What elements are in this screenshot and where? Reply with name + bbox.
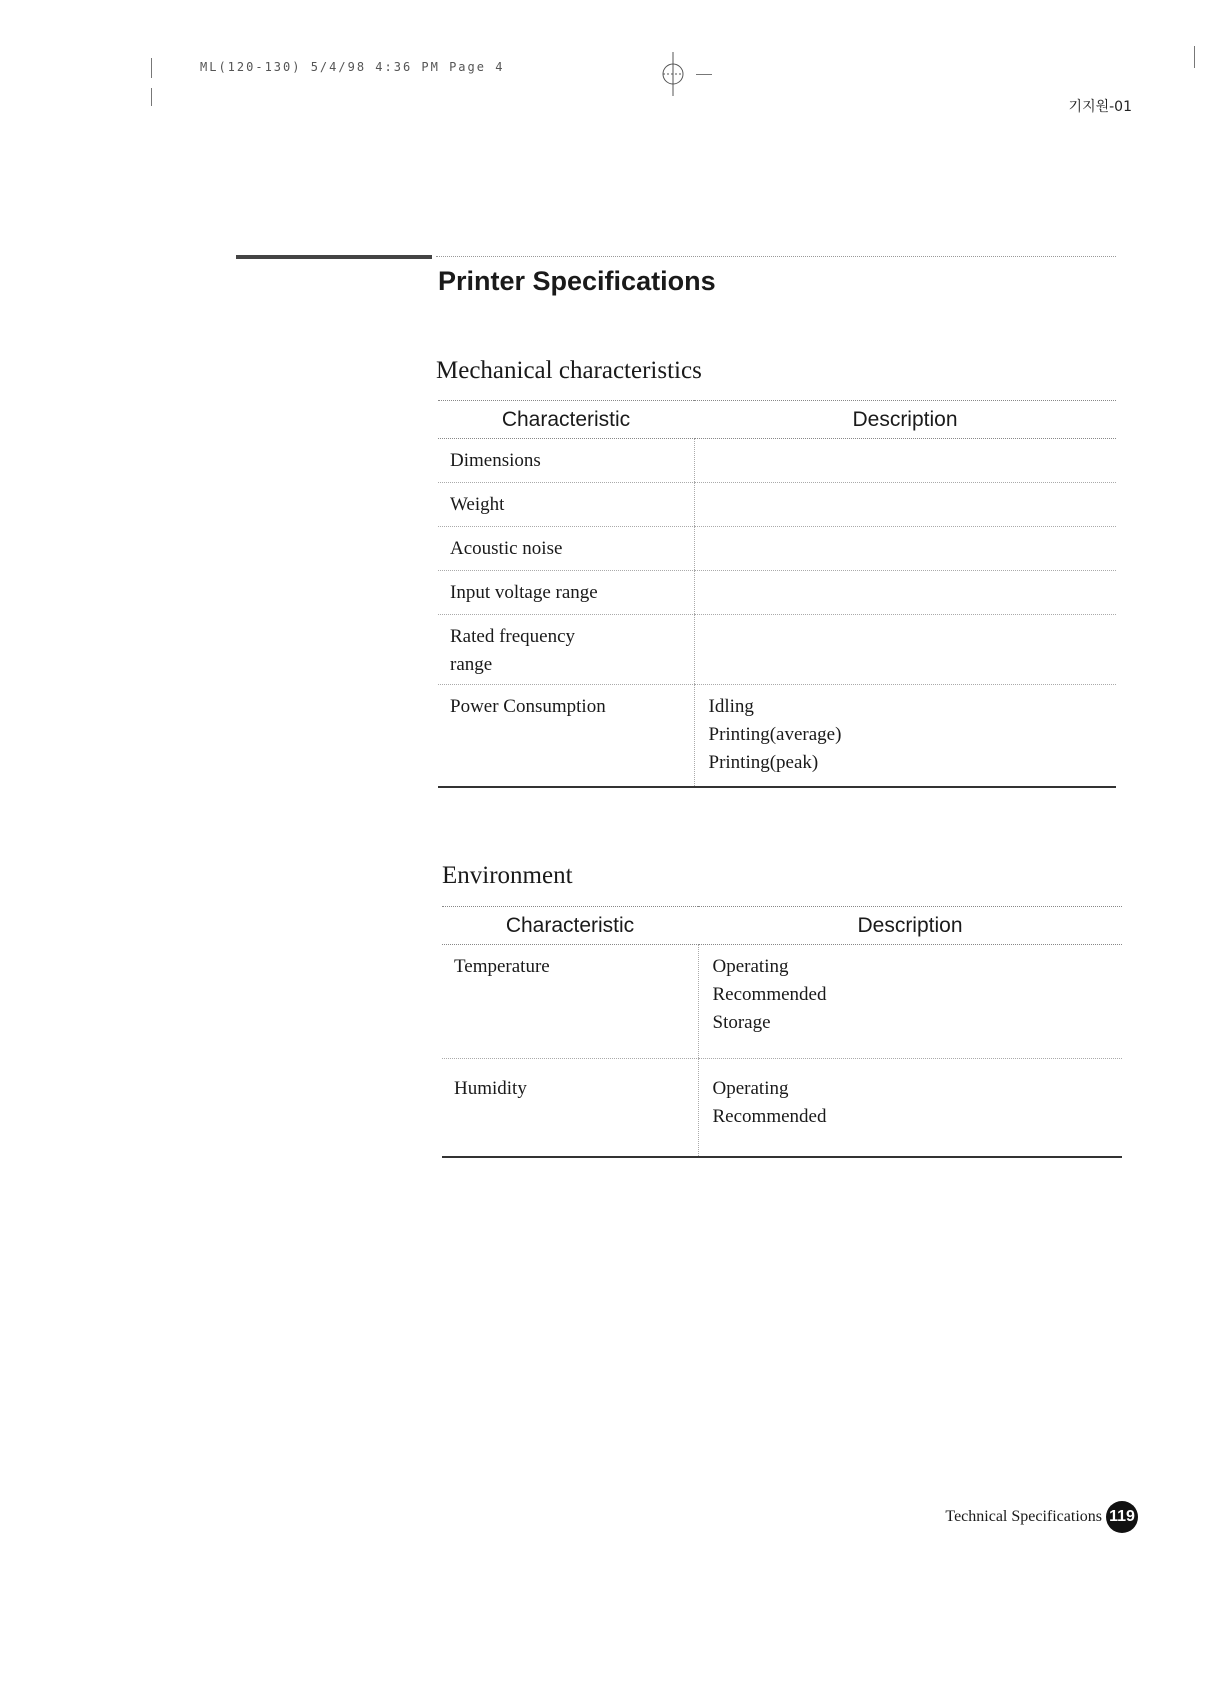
footer-section-name: Technical Specifications xyxy=(945,1508,1102,1525)
table-row xyxy=(438,527,1116,571)
registration-tick xyxy=(696,74,712,75)
section-rule-bar xyxy=(236,255,432,259)
characteristic-cell: Power Consumption xyxy=(438,685,694,787)
characteristic-cell: Weight xyxy=(438,483,694,527)
description-line: Recommended xyxy=(712,1106,827,1127)
page-number-badge: 119 xyxy=(1106,1501,1138,1533)
characteristic-text: Rated frequency range xyxy=(450,626,576,675)
mechanical-table xyxy=(438,400,1116,788)
environment-table xyxy=(442,906,1122,1158)
description-cell xyxy=(694,685,1116,787)
environment-header-description: Description xyxy=(698,907,1122,945)
characteristic-cell: Acoustic noise xyxy=(438,527,694,571)
description-cell xyxy=(694,571,1116,615)
table-row xyxy=(438,615,1116,685)
description-line: Printing(peak) xyxy=(708,752,819,773)
mechanical-header-description: Description xyxy=(694,401,1116,439)
description-cell xyxy=(694,527,1116,571)
description-line: Idling xyxy=(708,696,754,717)
section-rule-line xyxy=(436,256,1116,257)
description-cell xyxy=(694,483,1116,527)
mechanical-header-characteristic: Characteristic xyxy=(438,401,694,439)
registration-mark-icon xyxy=(660,52,686,96)
characteristic-cell: Dimensions xyxy=(438,439,694,483)
environment-section-title: Environment xyxy=(442,862,573,889)
crop-mark-right xyxy=(1194,46,1195,68)
description-line: Recommended xyxy=(712,984,827,1005)
characteristic-cell: Temperature xyxy=(442,945,698,1059)
characteristic-cell: Input voltage range xyxy=(438,571,694,615)
description-cell xyxy=(698,945,1122,1059)
description-line: Operating xyxy=(712,1078,789,1099)
document-code: 기지원-01 xyxy=(1068,99,1132,115)
characteristic-cell xyxy=(438,615,694,685)
crop-mark-left-lower xyxy=(151,88,152,106)
table-row xyxy=(442,1059,1122,1157)
table-row xyxy=(438,685,1116,787)
description-cell xyxy=(694,615,1116,685)
table-row xyxy=(438,483,1116,527)
mechanical-section-title: Mechanical characteristics xyxy=(436,357,702,384)
description-line: Operating xyxy=(712,956,789,977)
description-cell xyxy=(694,439,1116,483)
table-row xyxy=(438,571,1116,615)
characteristic-cell: Humidity xyxy=(442,1059,698,1157)
print-job-info: ML(120-130) 5/4/98 4:36 PM Page 4 xyxy=(200,60,505,74)
table-row xyxy=(438,439,1116,483)
page-title: Printer Specifications xyxy=(438,266,716,296)
description-line: Storage xyxy=(712,1012,771,1033)
description-line: Printing(average) xyxy=(708,724,842,745)
crop-mark-left xyxy=(151,58,152,78)
environment-header-characteristic: Characteristic xyxy=(442,907,698,945)
table-row xyxy=(442,945,1122,1059)
description-cell xyxy=(698,1059,1122,1157)
